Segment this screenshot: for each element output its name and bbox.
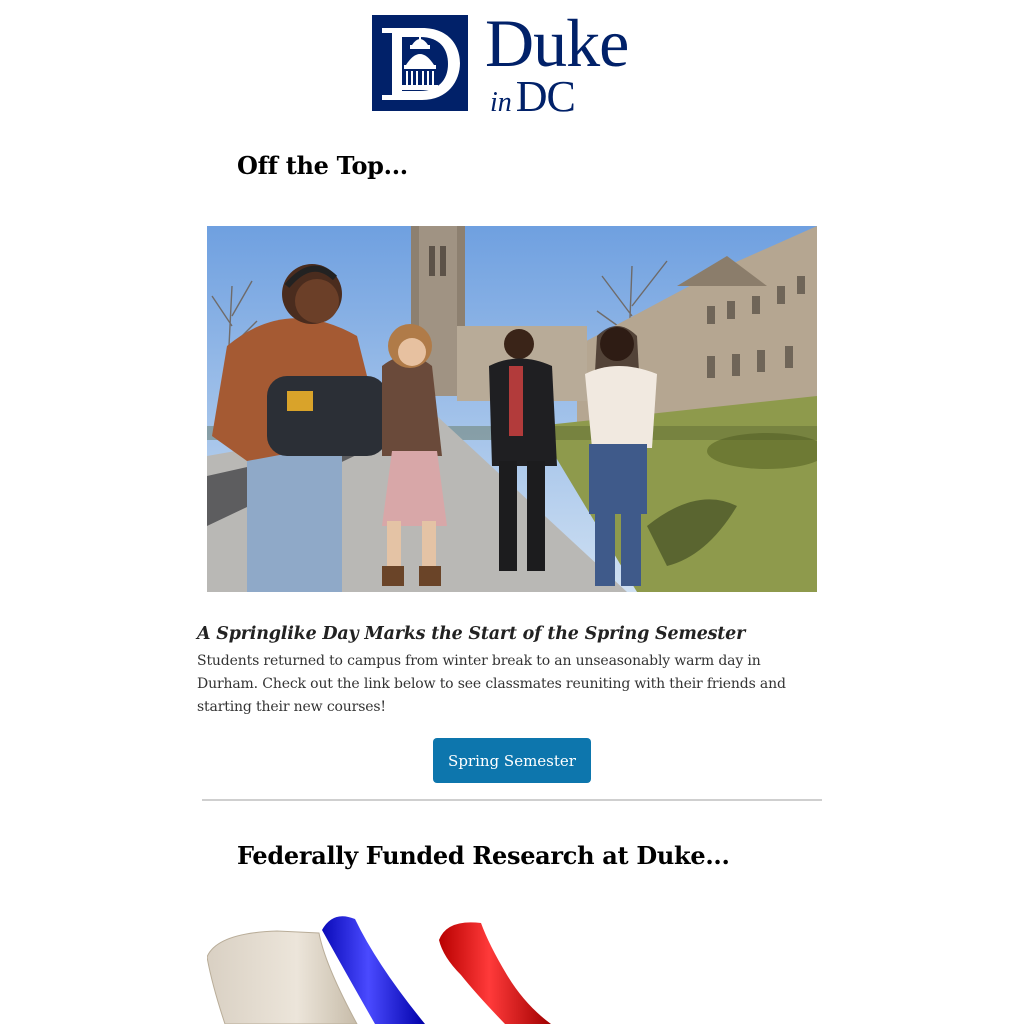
spring-semester-button[interactable]: Spring Semester [433,738,591,783]
article-body: Students returned to campus from winter break to an unseasonably warm day in Durham. Check out the link below to see classmates reuniting with their friends and starting their new courses! [197,653,786,715]
logo-in-text: in [490,87,512,118]
article-title: A Springlike Day Marks the Start of the Spring Semester [197,624,746,644]
students-walking-photo[interactable] [207,226,817,592]
duke-in-dc-logo[interactable] [372,5,662,121]
logo-wordmark-duke: Duke [485,5,629,81]
logo-wordmark-in-dc [490,71,575,122]
duke-chapel-d-icon [372,15,468,111]
section-heading-off-the-top: Off the Top... [237,151,408,180]
section-heading-federally-funded-research: Federally Funded Research at Duke... [237,841,730,870]
section-divider [202,799,822,801]
logo-dc-text: DC [515,72,575,121]
research-3d-shapes-image [207,905,627,1024]
